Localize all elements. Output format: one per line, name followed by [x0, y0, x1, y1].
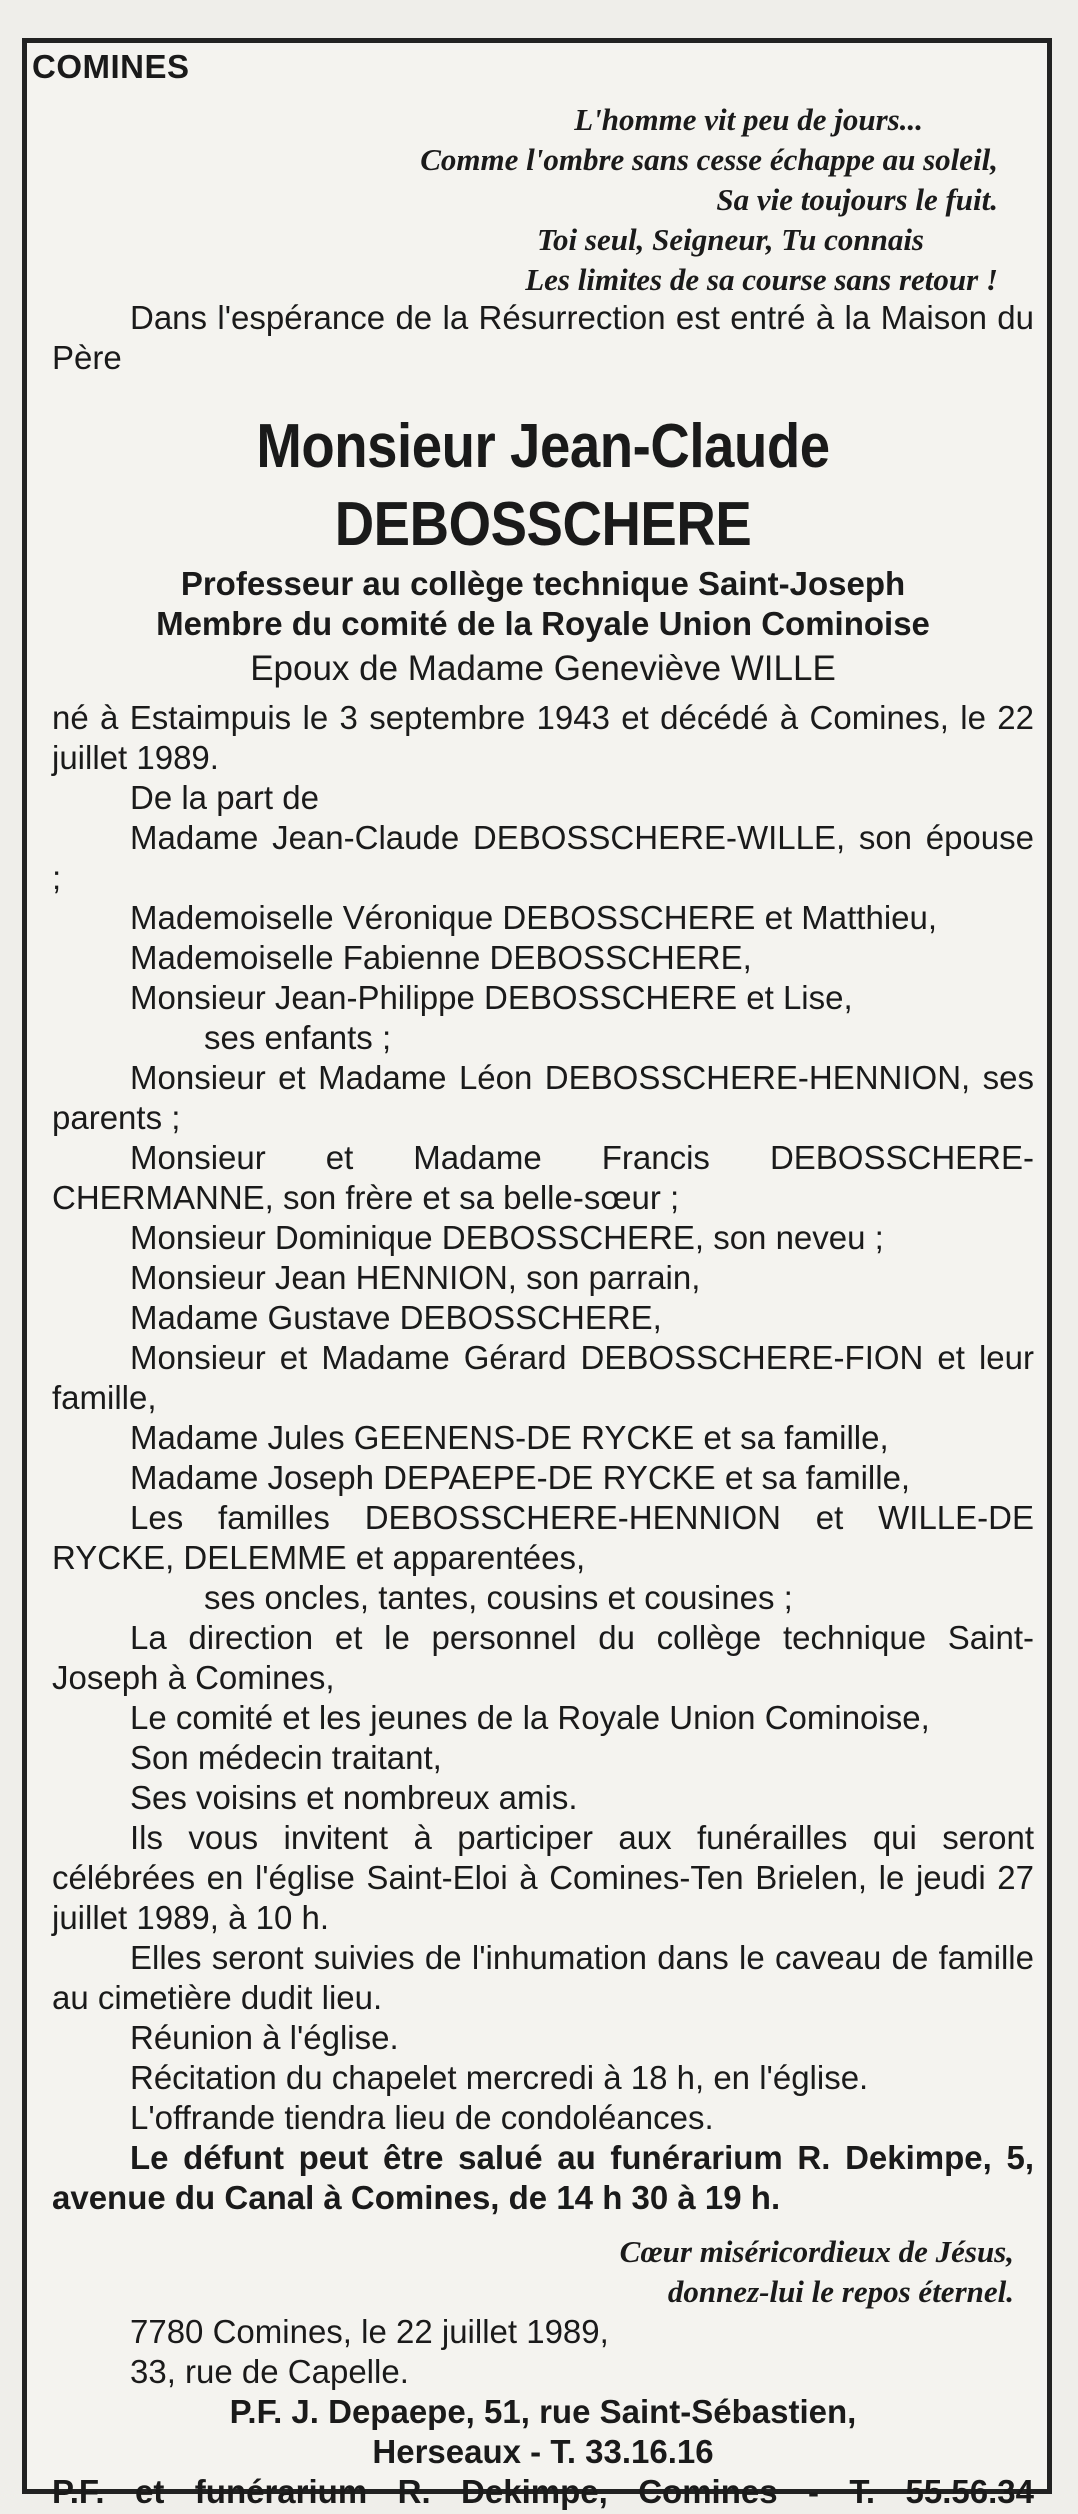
poem-line: Toi seul, Seigneur, Tu connais [536, 222, 924, 257]
title-line: Membre du comité de la Royale Union Cominoise [156, 605, 930, 642]
service-line: Ils vous invitent à participer aux funérailles qui seront célébrées en l'église Saint-Eloi à Comines-Ten Brielen, le jeudi 27 juillet 1989, à 10 h. [52, 1819, 1034, 1936]
poem-line: Comme l'ombre sans cesse échappe au soleil, [420, 142, 998, 177]
viewing-info: Le défunt peut être salué au funérarium R. Dekimpe, 5, avenue du Canal à Comines, de 14 h 30 à 19 h. [52, 2139, 1034, 2216]
closing-prayer [52, 2232, 1034, 2312]
poem-line: Les limites de sa course sans retour ! [525, 262, 998, 297]
funeral-home-line: P.F. et funérarium R. Dekimpe, Comines - T. 55.56.34 [52, 2473, 1034, 2510]
family-member-line: Madame Jules GEENENS-DE RYCKE et sa famille, [130, 1419, 889, 1456]
family-member-line: Madame Jean-Claude DEBOSSCHERE-WILLE, son épouse ; [52, 819, 1034, 896]
funeral-home-line: P.F. J. Depaepe, 51, rue Saint-Sébastien, [229, 2393, 857, 2430]
spouse-line: Epoux de Madame Geneviève WILLE [250, 649, 836, 688]
opening-poem [98, 100, 998, 300]
family-member-line: Son médecin traitant, [130, 1739, 442, 1776]
poem-line: L'homme vit peu de jours... [574, 102, 923, 137]
address-line: 7780 Comines, le 22 juillet 1989, [130, 2313, 609, 2350]
family-member-line: Monsieur Jean-Philippe DEBOSSCHERE et Lise, [130, 979, 853, 1016]
region-heading: COMINES [32, 48, 190, 85]
service-line: Réunion à l'église. [130, 2019, 399, 2056]
family-member-line: Monsieur et Madame Léon DEBOSSCHERE-HENNION, ses parents ; [52, 1059, 1034, 1136]
family-member-line: Monsieur Jean HENNION, son parrain, [130, 1259, 701, 1296]
family-member-line: Mademoiselle Fabienne DEBOSSCHERE, [130, 939, 752, 976]
family-member-line: Mademoiselle Véronique DEBOSSCHERE et Matthieu, [130, 899, 938, 936]
service-line: Récitation du chapelet mercredi à 18 h, en l'église. [130, 2059, 869, 2096]
title-line: Professeur au collège technique Saint-Joseph [180, 565, 906, 602]
closing-line: Cœur miséricordieux de Jésus, [619, 2234, 1014, 2269]
family-member-line: Monsieur et Madame Gérard DEBOSSCHERE-FION et leur famille, [52, 1339, 1034, 1416]
address-line: 33, rue de Capelle. [130, 2353, 409, 2390]
closing-line: donnez-lui le repos éternel. [667, 2274, 1014, 2309]
funeral-home-line: Herseaux - T. 33.16.16 [372, 2433, 714, 2470]
family-member-line: Monsieur Dominique DEBOSSCHERE, son neveu ; [130, 1219, 884, 1256]
from-label: De la part de [130, 779, 319, 816]
family-member-line: ses enfants ; [204, 1019, 392, 1056]
service-line: Elles seront suivies de l'inhumation dans le caveau de famille au cimetière dudit lieu. [52, 1939, 1034, 2016]
birth-death: né à Estaimpuis le 3 septembre 1943 et décédé à Comines, le 22 juillet 1989. [52, 699, 1034, 776]
service-line: L'offrande tiendra lieu de condoléances. [130, 2099, 714, 2136]
family-member-line: Madame Gustave DEBOSSCHERE, [130, 1299, 662, 1336]
deceased-name: Monsieur Jean-Claude DEBOSSCHERE [256, 412, 830, 559]
family-list [52, 818, 1034, 1818]
family-member-line: ses oncles, tantes, cousins et cousines ; [204, 1579, 793, 1616]
family-member-line: Madame Joseph DEPAEPE-DE RYCKE et sa famille, [130, 1459, 911, 1496]
family-member-line: Les familles DEBOSSCHERE-HENNION et WILLE-DE RYCKE, DELEMME et apparentées, [52, 1499, 1034, 1576]
family-member-line: La direction et le personnel du collège technique Saint-Joseph à Comines, [52, 1619, 1034, 1696]
family-member-line: Ses voisins et nombreux amis. [130, 1779, 578, 1816]
intro-text: Dans l'espérance de la Résurrection est entré à la Maison du Père [52, 299, 1034, 376]
family-member-line: Monsieur et Madame Francis DEBOSSCHERE-CHERMANNE, son frère et sa belle-sœur ; [52, 1139, 1034, 1216]
family-member-line: Le comité et les jeunes de la Royale Union Cominoise, [130, 1699, 930, 1736]
poem-line: Sa vie toujours le fuit. [716, 182, 998, 217]
obituary-body [52, 298, 1034, 2512]
